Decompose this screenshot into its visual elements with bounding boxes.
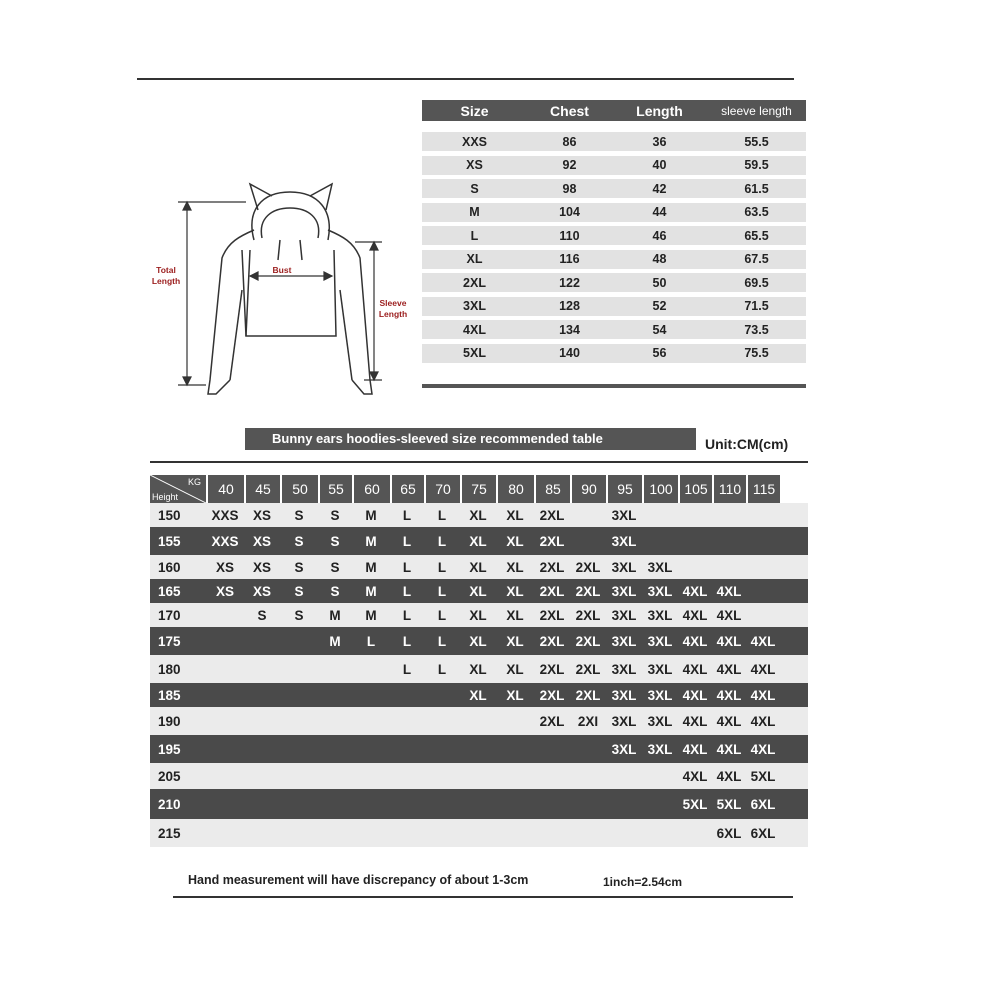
size-recommendation-cell: 4XL [716,607,742,623]
size-recommendation-cell: XL [469,687,487,703]
size-cell: XS [466,158,483,172]
size-recommendation-cell: 3XL [611,633,637,649]
recommendation-banner: Bunny ears hoodies-sleeved size recommended table [245,428,696,450]
size-recommendation-cell: M [365,507,377,523]
size-recommendation-cell: XL [506,607,524,623]
height-cell: 205 [158,768,181,784]
height-cell: 195 [158,741,181,757]
weight-header-cell: 85 [536,475,570,503]
size-recommendation-cell: 4XL [750,741,776,757]
height-cell: 215 [158,825,181,841]
size-recommendation-cell: L [402,507,412,523]
size-recommendation-cell: 4XL [682,741,708,757]
size-row [422,132,806,151]
size-recommendation-cell: 5XL [750,768,776,784]
size-row [422,320,806,339]
chest-cell: 92 [562,158,577,172]
size-recommendation-cell: S [294,607,304,623]
length-header: Length [636,102,683,119]
height-cell: 160 [158,559,181,575]
size-recommendation-cell: M [329,633,341,649]
sleeve-length-cell: 55.5 [744,134,769,149]
size-recommendation-cell: L [437,583,447,599]
height-row [150,579,808,603]
size-recommendation-cell: 5XL [716,796,742,812]
sleeve-length-cell: 65.5 [744,228,769,243]
height-row [150,683,808,707]
sleeve-length-cell: 61.5 [744,181,769,196]
length-cell: 46 [652,228,667,243]
length-cell: 54 [652,322,667,337]
size-recommendation-cell: 4XL [716,633,742,649]
size-recommendation-cell: 4XL [682,661,708,677]
weight-header-cell: 40 [208,475,244,503]
size-recommendation-cell: 6XL [750,825,776,841]
size-recommendation-cell: 4XL [682,713,708,729]
height-cell: 170 [158,607,181,623]
size-recommendation-cell: 2XL [539,687,565,703]
height-row [150,503,808,527]
length-cell: 52 [652,299,667,313]
height-row [150,655,808,683]
size-recommendation-cell: 3XL [611,741,637,757]
size-cell: 2XL [463,275,486,290]
size-recommendation-cell: 3XL [611,583,637,599]
size-chart-rows [422,132,806,363]
chest-cell: 122 [559,275,580,290]
chest-cell: 116 [559,252,580,266]
size-cell: XXS [461,134,487,149]
size-recommendation-cell: 4XL [682,583,708,599]
size-recommendation-cell: S [330,559,340,575]
length-cell: 48 [652,252,667,266]
unit-label: Unit:CM(cm) [705,436,789,452]
size-recommendation-cell: 2XL [575,661,601,677]
size-recommendation-cell: 4XL [716,741,742,757]
weight-header-row [150,475,808,503]
size-row [422,344,806,363]
size-recommendation-cell: 3XL [611,559,637,575]
size-recommendation-cell: S [294,533,304,549]
height-row [150,763,808,789]
size-recommendation-cell: M [365,559,377,575]
weight-header-cell: 55 [320,475,352,503]
weight-header-cell: 95 [608,475,642,503]
size-recommendation-cell: L [402,583,412,599]
size-recommendation-cell: L [437,661,447,677]
size-recommendation-cell: 3XL [611,533,637,549]
size-recommendation-cell: 2XL [539,661,565,677]
size-recommendation-cell: XL [469,507,487,523]
total-length-label: Total Length [151,265,181,286]
size-recommendation-cell: 2XL [575,633,601,649]
size-recommendation-cell: M [365,607,377,623]
weight-header-cell: 50 [282,475,318,503]
size-recommendation-cell: 3XL [611,661,637,677]
length-cell: 36 [652,134,667,149]
size-recommendation-cell: 2XL [575,607,601,623]
size-recommendation-cell: 4XL [716,713,742,729]
size-recommendation-cell: 4XL [716,687,742,703]
size-recommendation-cell: 2XL [575,687,601,703]
size-recommendation-cell: 3XL [611,607,637,623]
size-row [422,179,806,198]
size-recommendation-cell: L [437,533,447,549]
size-recommendation-cell: L [366,633,376,649]
size-recommendation-cell: XS [252,583,271,599]
size-cell: XL [466,252,483,266]
chest-cell: 86 [562,134,577,149]
inch-conversion: 1inch=2.54cm [603,875,683,889]
sleeve-length-cell: 67.5 [744,252,769,266]
weight-header-cell: 75 [462,475,496,503]
size-cell: L [470,228,479,243]
size-recommendation-cell: 4XL [716,768,742,784]
length-cell: 50 [652,275,667,290]
size-row [422,250,806,269]
size-recommendation-cell: XL [506,687,524,703]
size-recommendation-cell: XL [469,583,487,599]
bust-label: Bust [272,265,292,275]
size-recommendation-cell: 2XL [539,583,565,599]
size-recommendation-cell: 4XL [716,661,742,677]
sleeve-length-cell: 75.5 [744,346,769,360]
size-cell: 4XL [463,322,486,337]
weight-header-cell: 65 [392,475,424,503]
table-corner [150,475,206,503]
sleeve-length-header: sleeve length [721,103,792,118]
size-recommendation-cell: 6XL [716,825,742,841]
size-cell: S [470,181,479,196]
height-row [150,555,808,579]
size-recommendation-cell: L [402,559,412,575]
size-recommendation-cell: 5XL [682,796,708,812]
top-rule [137,78,794,80]
size-recommendation-cell: XL [469,633,487,649]
size-recommendation-cell: XS [215,559,234,575]
sleeve-length-cell: 59.5 [744,158,769,172]
length-cell: 56 [652,346,667,360]
weight-header-cell: 110 [714,475,746,503]
size-recommendation-cell: 2XL [539,559,565,575]
size-recommendation-cell: L [402,661,412,677]
chest-cell: 104 [559,205,580,219]
size-recommendation-cell: M [365,583,377,599]
size-recommendation-cell: 3XL [611,713,637,729]
size-recommendation-cell: 3XL [647,687,673,703]
size-recommendation-cell: S [257,607,267,623]
sleeve-length-cell: 69.5 [744,275,769,290]
size-chart [422,100,806,363]
sleeve-length-label: Sleeve Length [378,298,408,319]
size-recommendation-cell: 3XL [647,559,673,575]
size-recommendation-cell: 4XL [682,687,708,703]
height-cell: 185 [158,687,181,703]
length-cell: 40 [652,158,667,172]
size-recommendation-cell: S [294,559,304,575]
size-recommendation-cell: 3XL [647,661,673,677]
size-row [422,297,806,316]
weight-header-cell: 45 [246,475,280,503]
size-row [422,156,806,175]
size-recommendation-cell: L [437,507,447,523]
height-cell: 165 [158,583,181,599]
chest-cell: 98 [562,181,577,196]
sleeve-length-cell: 73.5 [744,322,769,337]
size-recommendation-cell: 2XL [539,713,565,729]
size-recommendation-cell: 6XL [750,796,776,812]
size-recommendation-cell: 2XL [539,507,565,523]
size-recommendation-cell: L [402,607,412,623]
weight-header-cell: 105 [680,475,712,503]
size-recommendation-cell: L [402,633,412,649]
size-recommendation-cell: S [294,507,304,523]
size-recommendation-cell: 3XL [647,583,673,599]
size-recommendation-cell: S [330,507,340,523]
chest-header: Chest [550,102,589,119]
size-recommendation-cell: 4XL [750,633,776,649]
size-recommendation-cell: L [437,633,447,649]
chest-cell: 128 [559,299,580,313]
weight-header-cell: 100 [644,475,678,503]
size-recommendation-cell: 3XL [647,713,673,729]
size-recommendation-cell: 3XL [647,633,673,649]
size-recommendation-cell: XL [469,661,487,677]
height-cell: 150 [158,507,181,523]
size-recommendation-cell: 3XL [647,741,673,757]
size-recommendation-cell: 2XL [539,633,565,649]
length-cell: 42 [652,181,667,196]
size-recommendation-cell: 4XL [716,583,742,599]
size-recommendation-cell: XXS [211,533,239,549]
length-cell: 44 [652,205,667,219]
size-recommendation-cell: 4XL [682,633,708,649]
size-row [422,226,806,245]
size-header: Size [460,102,489,119]
weight-header-cell: 60 [354,475,390,503]
size-recommendation-cell: XS [252,559,271,575]
height-cell: 175 [158,633,181,649]
size-recommendation-cell: XL [506,559,524,575]
size-recommendation-cell: XS [252,507,271,523]
size-cell: M [469,205,480,219]
size-recommendation-cell: L [437,607,447,623]
size-recommendation-cell: M [365,533,377,549]
sleeve-length-cell: 63.5 [744,205,769,219]
size-cell: 5XL [463,346,486,360]
weight-header-cell: 80 [498,475,534,503]
size-recommendation-cell: 4XL [682,607,708,623]
banner-rule [150,461,808,463]
height-cell: 190 [158,713,181,729]
size-row [422,203,806,222]
weight-header-cell: 70 [426,475,460,503]
height-row [150,707,808,735]
height-row [150,627,808,655]
height-row [150,603,808,627]
height-row [150,735,808,763]
size-cell: 3XL [463,299,486,313]
size-recommendation-cell: XL [506,507,524,523]
height-row [150,527,808,555]
size-recommendation-cell: XL [506,633,524,649]
size-recommendation-cell: 2XL [575,559,601,575]
size-recommendation-cell: S [330,583,340,599]
height-label: Height [152,492,179,502]
size-recommendation-cell: 3XL [611,507,637,523]
size-recommendation-cell: 4XL [682,768,708,784]
hoodie-illustration [150,180,420,400]
size-recommendation-cell: XL [469,533,487,549]
height-row [150,789,808,819]
chest-cell: 140 [559,346,580,360]
height-row [150,819,808,847]
weight-header-cell: 90 [572,475,606,503]
hoodie-diagram [150,180,420,400]
size-recommendation-cell: M [329,607,341,623]
size-recommendation-cell: L [402,533,412,549]
size-row [422,273,806,292]
size-recommendation-cell: XL [506,661,524,677]
size-recommendation-cell: L [437,559,447,575]
size-recommendation-cell: 4XL [750,687,776,703]
chest-cell: 110 [559,228,580,243]
chest-cell: 134 [559,322,580,337]
size-recommendation-cell: XS [215,583,234,599]
size-recommendation-cell: XL [469,607,487,623]
size-chart-header [422,100,806,121]
sleeve-length-cell: 71.5 [744,299,769,313]
size-recommendation-cell: XS [252,533,271,549]
size-chart-bottom-rule [422,384,806,388]
size-recommendation-cell: XXS [211,507,239,523]
size-recommendation-cell: 3XL [611,687,637,703]
height-cell: 210 [158,796,181,812]
size-recommendation-cell: XL [506,583,524,599]
size-recommendation-cell: XL [469,559,487,575]
measurement-note: Hand measurement will have discrepancy of about 1-3cm [188,873,529,887]
kg-label: KG [187,477,201,487]
size-recommendation-cell: XL [506,533,524,549]
size-recommendation-cell: 2XI [577,713,599,729]
recommendation-table [150,475,808,847]
height-cell: 180 [158,661,181,677]
height-rows [150,503,808,847]
size-recommendation-cell: S [294,583,304,599]
size-recommendation-cell: S [330,533,340,549]
size-recommendation-cell: 2XL [575,583,601,599]
size-recommendation-cell: 2XL [539,607,565,623]
weight-header-cell: 115 [748,475,780,503]
size-recommendation-cell: 3XL [647,607,673,623]
size-recommendation-cell: 2XL [539,533,565,549]
footer-rule [173,896,793,898]
size-recommendation-cell: 4XL [750,661,776,677]
size-recommendation-cell: 4XL [750,713,776,729]
height-cell: 155 [158,533,181,549]
